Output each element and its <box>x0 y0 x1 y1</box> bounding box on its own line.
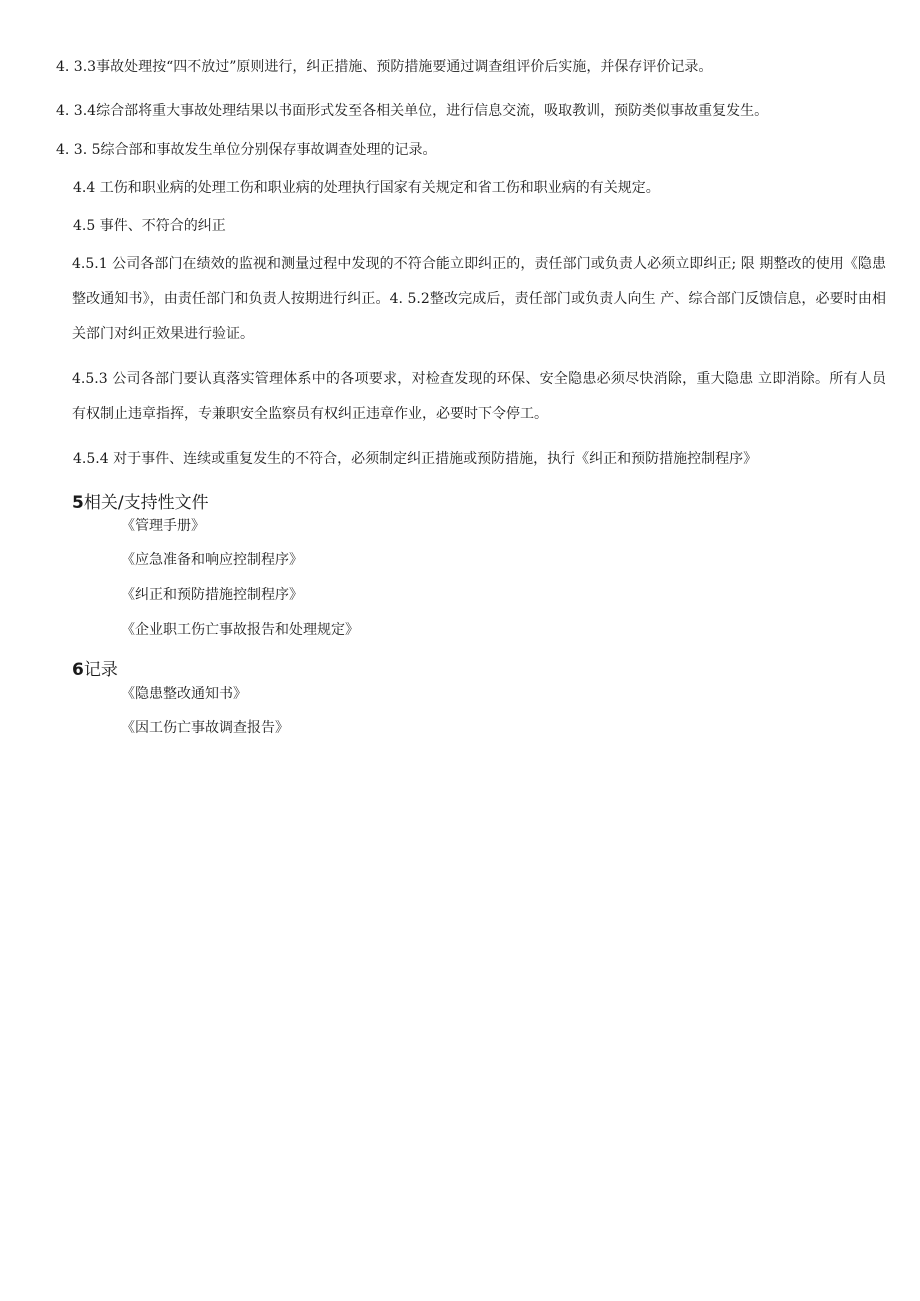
record-item: 《隐患整改通知书》 <box>121 686 247 702</box>
paragraph-4-5-1: 4.5.1 公司各部门在绩效的监视和测量过程中发现的不符合能立即纠正的，责任部门或负责人必须立即纠正; 限 期整改的使用《隐患整改通知书》，由责任部门和负责人按期进行纠正。4. 5.2整改完成后，责任部门或负责人向生 产、综合部门反馈信息，必要时由相关部门对纠正效果进行验证。 <box>72 256 886 342</box>
section-5-title: 相关/支持性文件 <box>83 493 209 513</box>
reference-item: 《管理手册》 <box>121 518 205 534</box>
section-6-number: 6 <box>72 660 84 680</box>
paragraph-4-3-4: 4. 3.4综合部将重大事故处理结果以书面形式发至各相关单位，进行信息交流，吸取教训，预防类似事故重复发生。 <box>56 103 769 119</box>
paragraph-4-4: 4.4 工伤和职业病的处理工伤和职业病的处理执行国家有关规定和省工伤和职业病的有关规定。 <box>73 180 660 196</box>
paragraph-4-3-5: 4. 3. 5综合部和事故发生单位分别保存事故调查处理的记录。 <box>56 142 437 158</box>
section-5-heading <box>72 492 209 514</box>
section-6-heading <box>72 659 118 681</box>
reference-item: 《纠正和预防措施控制程序》 <box>121 587 303 603</box>
record-item: 《因工伤亡事故调查报告》 <box>121 720 289 736</box>
paragraph-4-5: 4.5 事件、不符合的纠正 <box>73 218 226 234</box>
paragraph-4-3-3: 4. 3.3事故处理按“四不放过”原则进行，纠正措施、预防措施要通过调查组评价后实施，并保存评价记录。 <box>56 59 713 75</box>
reference-item: 《企业职工伤亡事故报告和处理规定》 <box>121 622 359 638</box>
section-6-title: 记录 <box>83 660 118 680</box>
reference-item: 《应急准备和响应控制程序》 <box>121 552 303 568</box>
paragraph-4-5-4: 4.5.4 对于事件、连续或重复发生的不符合，必须制定纠正措施或预防措施，执行《纠正和预防措施控制程序》 <box>73 451 758 467</box>
section-5-number: 5 <box>72 493 84 513</box>
paragraph-4-5-3: 4.5.3 公司各部门要认真落实管理体系中的各项要求，对检查发现的环保、安全隐患必须尽快消除，重大隐患 立即消除。所有人员有权制止违章指挥，专兼职安全监察员有权纠正违章作业，必要时下令停工。 <box>72 371 886 422</box>
